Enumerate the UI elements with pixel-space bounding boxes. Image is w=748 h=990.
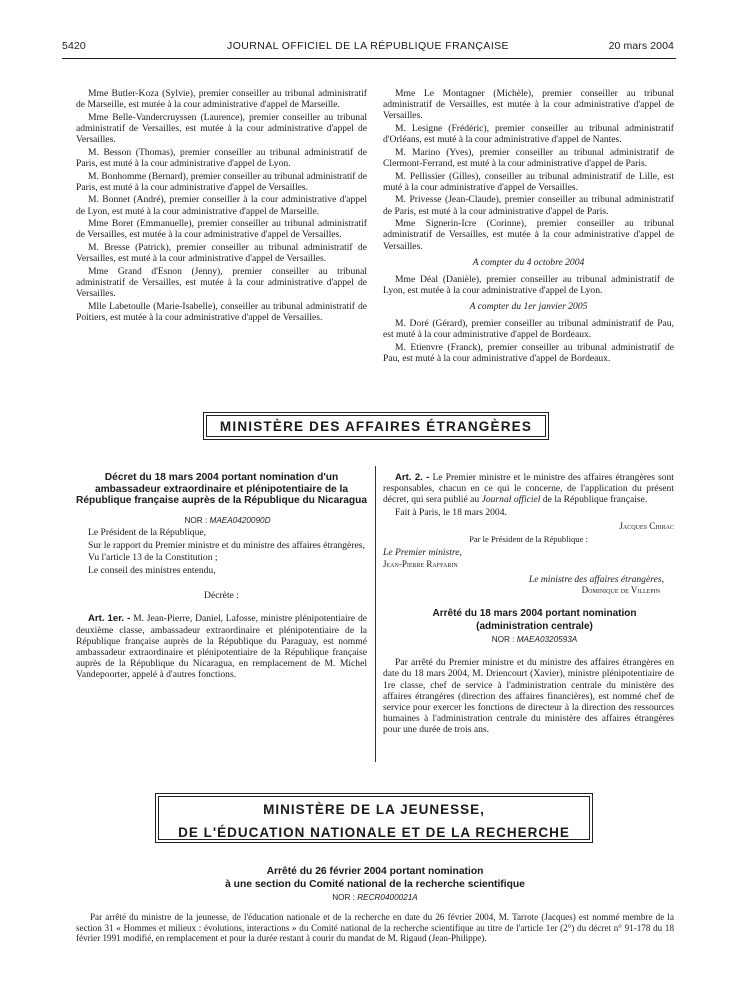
nor-code: RECR0400021A — [357, 893, 418, 902]
mutation-paragraph: M. Bonhomme (Bernard), premier conseiller au tribunal administratif de Paris, est muté à la cour administrative d'appel de Versailles. — [76, 170, 367, 193]
minister-name: Dominique de Villepin — [581, 584, 660, 595]
mutation-paragraph: Mme Belle-Vandercruyssen (Laurence), premier conseiller au tribunal administratif de Versailles, est mutée à la cour administrative d'appel de Versailles. — [76, 111, 367, 146]
decree-intro: Le Président de la République, — [88, 527, 207, 539]
mutation-paragraph: Mme Le Montagner (Michèle), premier conseiller au tribunal administratif de Versailles, est mutée à la cour administrative d'appel de Versailles. — [383, 88, 674, 122]
mutation-paragraph: Mme Boret (Emmanuelle), premier conseiller au tribunal administratif de Versailles, est mutée à la cour administrative d'appel de Versailles. — [76, 218, 367, 241]
decree-visa: Vu l'article 13 de la Constitution ; — [88, 552, 218, 564]
mutation-paragraph: M. Doré (Gérard), premier conseiller au tribunal administratif de Pau, est muté à la cour administrative d'appel de Bordeaux. — [383, 318, 674, 341]
mutation-paragraph: Mlle Labetoulle (Marie-Isabelle), conseiller au tribunal administratif de Poitiers, est mutée à la cour administrative d'appel de Versailles. — [76, 300, 367, 323]
nor-reference — [76, 515, 367, 526]
ministry-heading-affaires-etrangeres — [203, 412, 549, 440]
mutation-paragraph: M. Bonnet (André), premier conseiller à la cour administrative d'appel de Lyon, est muté à la cour administrative d'appel de Marseille. — [76, 194, 367, 217]
effective-date-heading: A compter du 4 octobre 2004 — [472, 256, 585, 268]
prime-minister-label: Le Premier ministre, — [383, 547, 462, 559]
ministry-heading-line-1: MINISTÈRE DE LA JEUNESSE, — [263, 802, 485, 817]
nor-code: MAEA0320593A — [516, 635, 578, 645]
mutation-paragraph: Mme Grand d'Esnon (Jenny), premier conseiller au tribunal administratif de Versailles, est mutée à la cour administrative d'appel de Versailles. — [76, 265, 367, 300]
mutation-paragraph: M. Bresse (Patrick), premier conseiller au tribunal administratif de Versailles, est muté à la cour administrative d'appel de Versailles. — [76, 242, 367, 265]
minister-label: Le ministre des affaires étrangères, — [528, 573, 664, 585]
article-1 — [76, 613, 367, 680]
par-le-president: Par le Président de la République : — [469, 534, 588, 545]
decree-intro: Sur le rapport du Premier ministre et du ministre des affaires étrangères, — [88, 539, 365, 551]
header-rule — [62, 58, 676, 59]
arrete-body: Par arrêté du Premier ministre et du ministre des affaires étrangères en date du 18 mars 2004, M. Driencourt (Xavier), ministre plénipotentiaire de 1re classe, chef de service à l'administration centrale du ministère des affaires étrangères (direction des affaires financières), est nommé chef de service pour exercer les fonctions de directeur à la direction des ressources humaines à l'administration centrale du ministère des affaires étrangères pour une durée de trois ans. — [383, 657, 674, 736]
article-2-text-a: Le Premier ministre et le ministre des affaires étrangères sont responsables, chacun en ce qui le concerne, de l'application du présent décret, qui sera publié au — [383, 472, 674, 506]
decree-title: Décret du 18 mars 2004 portant nomination d'un ambassadeur extraordinaire et plénipotentiaire de la République française auprès de la République du Nicaragua — [76, 472, 367, 506]
running-header — [62, 40, 674, 56]
journal-officiel-ref: Journal officiel — [481, 494, 541, 506]
arrete-body: Par arrêté du ministre de la jeunesse, de l'éducation nationale et de la recherche en date du 26 février 2004, M. Tarrote (Jacques) est nommé membre de la section 31 « Hommes et milieux : évolutions, interactions » du Comité national de la recherche scientifique au titre de l'article 1er (2°) du décret n° 91-178 du 18 février 1991 modifié, en remplacement et pour la durée restant à courir du mandat de M. Rigaud (Jean-Philippe). — [76, 912, 674, 944]
mutation-paragraph: M. Marino (Yves), premier conseiller au tribunal administratif de Clermont-Ferrand, est muté à la cour administrative d'appel de Paris. — [383, 146, 674, 169]
column-divider — [375, 466, 376, 762]
mutation-paragraph: M. Privesse (Jean-Claude), premier conseiller au tribunal administratif de Paris, est muté à la cour administrative d'appel de Paris. — [383, 194, 674, 217]
article-2-text-b: de la République française. — [542, 494, 648, 506]
arrete-title-line-2: à une section du Comité national de la recherche scientifique — [225, 878, 525, 890]
ministry-heading-label: MINISTÈRE DES AFFAIRES ÉTRANGÈRES — [219, 419, 533, 434]
nor-label: NOR : — [184, 515, 208, 525]
mutation-paragraph: M. Etienvre (Franck), premier conseiller au tribunal administratif de Pau, est muté à la cour administrative d'appel de Bordeaux. — [383, 342, 674, 365]
ministry-heading-line-2: DE L'ÉDUCATION NATIONALE ET DE LA RECHERCHE — [178, 825, 570, 840]
nor-label: NOR : — [491, 635, 515, 645]
arrete-title-line-2: (administration centrale) — [476, 621, 593, 633]
article-1-label: Art. 1er. - — [88, 613, 131, 625]
article-2 — [383, 472, 674, 505]
arrete-title-line-1: Arrêté du 26 février 2004 portant nomination — [266, 866, 484, 877]
mutation-paragraph: Mme Signerin-Icre (Corinne), premier conseiller au tribunal administratif de Versailles, est mutée à la cour administrative d'appel de Versailles. — [383, 218, 674, 252]
mutations-left-column — [76, 88, 367, 325]
arrete-recherche — [76, 866, 674, 944]
mutations-right-column — [383, 88, 674, 366]
ministry-heading-inner-frame — [158, 796, 590, 840]
issue-date: 20 mars 2004 — [608, 40, 674, 52]
nor-reference — [76, 893, 674, 902]
place-and-date: Fait à Paris, le 18 mars 2004. — [395, 506, 507, 518]
mutation-paragraph: M. Pellissier (Gilles), conseiller au tribunal administratif de Lille, est muté à la cour administrative d'appel de Versailles. — [383, 170, 674, 193]
arrete-title-line-1: Arrêté du 18 mars 2004 portant nomination — [432, 608, 637, 620]
ministry-heading-jeunesse-education-recherche — [155, 793, 593, 843]
nor-reference — [383, 634, 674, 645]
decree-right-column — [383, 472, 674, 737]
prime-minister-name: Jean-Pierre Raffarin — [383, 558, 458, 569]
decree-visa: Le conseil des ministres entendu, — [88, 565, 216, 577]
mutation-paragraph: M. Lesigne (Frédéric), premier conseiller au tribunal administratif d'Orléans, est muté à la cour administrative d'appel de Nantes. — [383, 122, 674, 146]
decrete-heading: Décrète : — [204, 590, 239, 602]
article-2-label: Art. 2. - — [395, 472, 430, 483]
president-signature: Jacques Chirac — [619, 521, 674, 532]
mutation-paragraph: Mme Butler-Koza (Sylvie), premier conseiller au tribunal administratif de Marseille, est mutée à la cour administrative d'appel de Marseille. — [76, 88, 367, 111]
decree-left-column — [76, 472, 367, 682]
journal-title: JOURNAL OFFICIEL DE LA RÉPUBLIQUE FRANÇAISE — [227, 40, 509, 52]
ministry-heading-inner-frame — [206, 415, 546, 437]
effective-date-heading: A compter du 1er janvier 2005 — [469, 301, 588, 313]
mutation-paragraph: Mme Déal (Danièle), premier conseiller au tribunal administratif de Lyon, est mutée à la cour administrative d'appel de Lyon. — [383, 273, 674, 296]
page-number: 5420 — [62, 40, 86, 52]
mutation-paragraph: M. Besson (Thomas), premier conseiller au tribunal administratif de Paris, est muté à la cour administrative d'appel de Lyon. — [76, 146, 367, 169]
nor-label: NOR : — [332, 893, 355, 902]
article-1-text: M. Jean-Pierre, Daniel, Lafosse, ministre plénipotentiaire de deuxième classe, ambassadeur extraordinaire et plénipotentiaire de la République française auprès de la République du Paraguay, est nommé ambassadeur extraordinaire et plénipotentiaire de la République française auprès de la République du Nicaragua, en remplacement de M. Michel Vandepoorter, appelé à d'autres fonctions. — [76, 613, 367, 681]
nor-code: MAEA0420090D — [209, 515, 271, 525]
